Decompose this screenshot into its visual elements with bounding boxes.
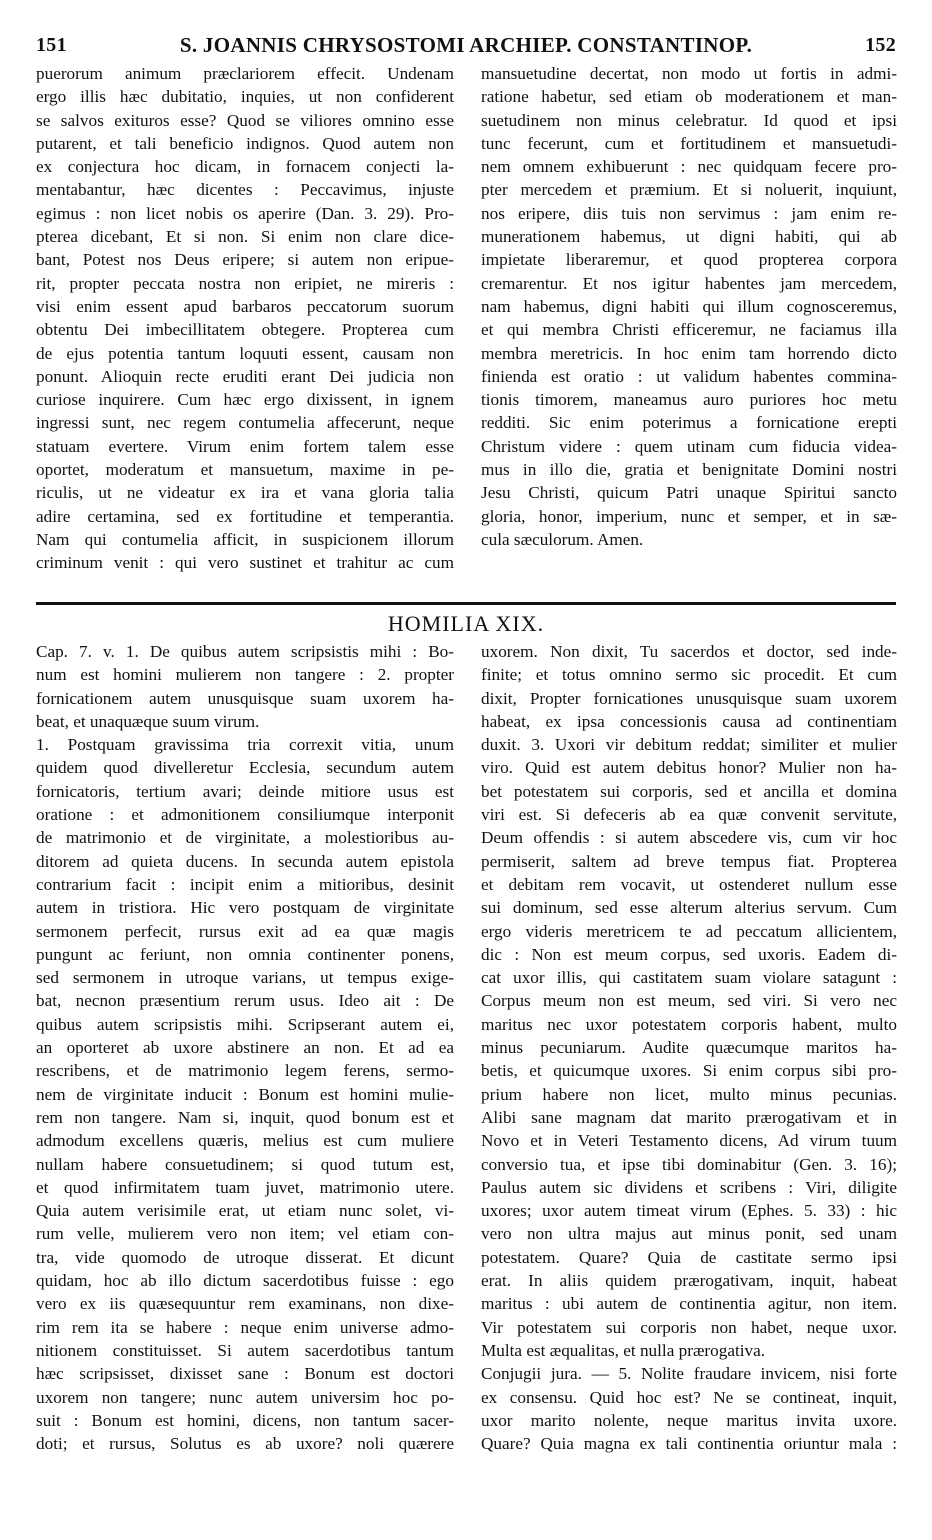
text-line: quidam, hoc ab illo dictum sacerdotibus fuisse : ego xyxy=(36,1271,454,1291)
text-line: habeat, ex ipsa concessionis causa ad continentiam xyxy=(481,711,897,731)
text-line: contrarium facit : incipit enim a mitioribus, desinit xyxy=(36,874,454,894)
text-line: admodum excellens quæris, melius est cum muliere xyxy=(36,1131,454,1151)
text-line: Deum offendis : si autem abscedere vis, cum vir hoc xyxy=(481,828,897,848)
text-line: adire certamina, sed ex fortitudine et temperantia. xyxy=(36,506,454,526)
text-line: quidem quod divelleretur Ecclesia, secundum autem xyxy=(36,758,454,778)
text-line: Conjugii jura. — 5. Nolite fraudare invicem, nisi forte xyxy=(481,1364,897,1384)
text-line: dic : Non est meum corpus, sed uxoris. Eadem di- xyxy=(481,944,897,964)
text-line: putarent, et tali beneficio indignos. Quod autem non xyxy=(36,133,454,153)
text-line: Alibi sane magnam dat marito prærogativam et in xyxy=(481,1107,897,1127)
text-line: an oporteret ab uxore abstinere an non. Et ad ea xyxy=(36,1038,454,1058)
text-line: finienda est oratio : ut validum habentes commina- xyxy=(481,366,897,386)
text-line: Vir potestatem sui corporis non habet, neque uxor. xyxy=(481,1317,897,1337)
text-line: viro. Quid est autem debitus honor? Mulier non ha- xyxy=(481,758,897,778)
text-line: dixit, Propter fornicationes unusquisque suam uxorem xyxy=(481,688,897,708)
text-line: suetudinem non minus celebratur. Id quod et ipsi xyxy=(481,110,897,130)
text-line: vero ex iis quæsequuntur rem examinans, non dixe- xyxy=(36,1294,454,1314)
text-line: cremarentur. Et nos igitur habentes jam mercedem, xyxy=(481,273,897,293)
text-line: nem de virginitate inducit : Bonum est homini mulie- xyxy=(36,1084,454,1104)
text-line: ratione habetur, sed etiam ob moderationem et man- xyxy=(481,87,897,107)
text-line: uxor marito nolente, neque maritus invita uxore. xyxy=(481,1410,897,1430)
text-line: curiose inquirere. Cum hæc ergo dixissent, in ignem xyxy=(36,390,454,410)
running-header xyxy=(36,30,896,60)
text-line: bet potestatem sui corporis, sed et ancilla et domina xyxy=(481,781,897,801)
text-line: rem non tangere. Nam si, inquit, quod bonum est et xyxy=(36,1107,454,1127)
text-line: visi enim essent apud barbaros peccatorum suorum xyxy=(36,296,454,316)
text-line: Christum videre : quem utinam cum fiducia videa- xyxy=(481,436,897,456)
text-line: 1. Postquam gravissima tria correxit vitia, unum xyxy=(36,735,454,755)
column-top-left xyxy=(36,62,454,575)
text-line: doti; et rursus, Solutus es ab uxore? noli quærere xyxy=(36,1434,454,1454)
text-line: uxores; uxor autem timeat virum (Ephes. 5. 33) : hic xyxy=(481,1201,897,1221)
text-line: Nam qui contumelia afficit, in suspicionem illorum xyxy=(36,529,454,549)
text-line: Cap. 7. v. 1. De quibus autem scripsistis mihi : Bo- xyxy=(36,642,454,661)
text-line: ponunt. Alioquin recte eruditi erant Dei judicia non xyxy=(36,366,454,386)
text-line: num est homini mulierem non tangere : 2. propter xyxy=(36,665,454,685)
text-line: hæc scripsisset, dixisset sane : Bonum est doctori xyxy=(36,1364,454,1384)
text-line: sed sermonem in utroque varians, ut tempus exige- xyxy=(36,968,454,988)
text-line: sermonem perfecit, rursus exit ad ea quæ magis xyxy=(36,921,454,941)
text-line: potestatem. Quare? Quia de castitate sermo ipsi xyxy=(481,1247,897,1267)
text-line: pterea dicebant, Et si non. Si enim non clare dice- xyxy=(36,227,454,247)
text-line: nitionem constituisset. Si autem sacerdotibus tantum xyxy=(36,1340,454,1360)
text-line: uxorem. Non dixit, Tu sacerdos et doctor, sed inde- xyxy=(481,642,897,661)
homily-title: HOMILIA XIX. xyxy=(387,611,545,636)
text-line: membra meretricis. In hoc enim tam horrendo dicto xyxy=(481,343,897,363)
text-line: mansuetudine decertat, non modo ut fortis in admi- xyxy=(481,64,897,83)
page-number-right: 152 xyxy=(865,33,896,56)
text-line: oratione : et admonitionem consiliumque interponit xyxy=(36,805,454,825)
text-line: tra, vide quomodo de utroque disserat. Et dicunt xyxy=(36,1247,454,1267)
text-line: nullam habere consuetudinem; si quod tutum est, xyxy=(36,1154,454,1174)
text-line: quibus autem scripsistis mihi. Scripserant autem ei, xyxy=(36,1014,454,1034)
section-divider-rule xyxy=(36,602,896,605)
text-line: tionis timorem, maneamus auro puriores hoc metu xyxy=(481,390,897,410)
text-line: et debitam rem vocavit, ut ostenderet nullum esse xyxy=(481,874,897,894)
text-line: bat, necnon præsentium rerum usus. Ideo ait : De xyxy=(36,991,454,1011)
text-line: Quia autem verisimile erat, ut etiam nunc solet, vi- xyxy=(36,1201,454,1221)
text-line: et qui membra Christi efficeremur, ne faciamus illa xyxy=(481,320,897,340)
text-line: munerationem habemus, ut digni habiti, qui ab xyxy=(481,227,897,247)
text-line: fornicatoris, tertium avari; deinde mitiore usus est xyxy=(36,781,454,801)
text-line: Paulus autem sic dividens et scribens : Viri, diligite xyxy=(481,1177,897,1197)
text-line: criminum venit : qui vero sustinet et trahitur ac cum xyxy=(36,553,454,573)
text-line: impietate liberaremur, et quod propterea corpora xyxy=(481,250,897,270)
text-line: suit : Bonum est homini, dicens, non tantum sacer- xyxy=(36,1410,454,1430)
running-title: S. JOANNIS CHRYSOSTOMI ARCHIEP. CONSTANTINOP. xyxy=(179,32,753,57)
text-line: ditorem ad quieta ducens. In secunda autem epistola xyxy=(36,851,454,871)
text-line: viri est. Si defeceris ab ea quæ convenit servitute, xyxy=(481,805,897,825)
text-line: de ejus potentia tantum loquuti essent, causam non xyxy=(36,343,454,363)
text-line: prium habere non licet, multo minus pecunias. xyxy=(481,1084,897,1104)
text-line: Corpus meum non est meum, sed viri. Si vero nec xyxy=(481,991,897,1011)
text-line: puerorum animum præclariorem effecit. Undenam xyxy=(36,64,454,83)
text-line: maritus nec uxor potestatem corporis habent, multo xyxy=(481,1014,897,1034)
text-line: rum velle, mulierem vero non item; vel etiam con- xyxy=(36,1224,454,1244)
column-bottom-right xyxy=(481,640,897,1455)
column-top-right xyxy=(481,62,897,551)
text-line: fornicationem autem unusquisque suam uxorem ha- xyxy=(36,688,454,708)
text-line: et quod infirmitatem tuam juvet, matrimonio utere. xyxy=(36,1177,454,1197)
column-bottom-left xyxy=(36,640,454,1455)
text-line: ergo videris meretricem te ad peccatum allicientem, xyxy=(481,921,897,941)
text-line: Novo et in Veteri Testamento dicens, Ad virum tuum xyxy=(481,1131,897,1151)
text-line: nem omnem exhibuerunt : nec quidquam fecere pro- xyxy=(481,157,897,177)
text-line: obtentu Dei imbecillitatem obtegere. Propterea cum xyxy=(36,320,454,340)
text-line: Multa est æqualitas, et nulla prærogativa. xyxy=(481,1340,766,1360)
text-line: betis, et quicumque uxores. Si enim corpus sibi pro- xyxy=(481,1061,897,1081)
text-line: erat. In aliis quidem prærogativam, inquit, habeat xyxy=(481,1271,897,1291)
text-line: ex consensu. Quid hoc est? Ne se contineat, inquit, xyxy=(481,1387,897,1407)
text-line: Jesu Christi, quicum Patri unaque Spiritui sancto xyxy=(481,483,897,503)
text-line: de matrimonio et de virginitate, a molestioribus au- xyxy=(36,828,454,848)
text-line: redditi. Sic enim poterimus a fornicatione erepti xyxy=(481,413,897,433)
text-line: ingressi sunt, nec regem contumelia affecerunt, neque xyxy=(36,413,454,433)
text-line: rescribens, et de matrimonio legem ferens, sermo- xyxy=(36,1061,454,1081)
text-line: nos eripere, diis tuis non servimus : jam enim re- xyxy=(481,203,897,223)
text-line: oportet, moderatum et mansuetum, maxime in pe- xyxy=(36,460,454,480)
text-line: vero non ultra majus aut minus ponit, sed unam xyxy=(481,1224,897,1244)
text-line: ergo illis hæc dubitatio, inquies, ut non confiderent xyxy=(36,87,454,107)
text-line: permiserit, saltem ad breve tempus fiat. Propterea xyxy=(481,851,897,871)
text-line: bant, Potest nos Deus eripere; si autem non eripue- xyxy=(36,250,454,270)
page-number-left: 151 xyxy=(36,33,67,56)
text-line: rim rem ita se habere : neque enim universe admo- xyxy=(36,1317,454,1337)
text-line: egimus : non licet nobis os aperire (Dan. 3. 29). Pro- xyxy=(36,203,454,223)
text-line: riculis, ut ne videatur ex ira et vana gloria talia xyxy=(36,483,454,503)
text-line: uxorem non tangere; nunc autem universim hoc po- xyxy=(36,1387,454,1407)
text-line: rit, propter peccata nostra non eripiet, ne mireris : xyxy=(36,273,454,293)
text-line: mentabantur, hæc dicentes : Peccavimus, injuste xyxy=(36,180,454,200)
text-line: se salvos exituros esse? Quod se viliores omnino esse xyxy=(36,110,454,130)
text-line: pungunt ac feriunt, non omnia continenter ponens, xyxy=(36,944,454,964)
text-line: tunc fecerunt, cum et fortitudinem et mansuetudi- xyxy=(481,133,897,153)
text-line: nam habemus, digni habiti qui illum cognosceremus, xyxy=(481,296,897,316)
text-line: duxit. 3. Uxori vir debitum reddat; similiter et mulier xyxy=(481,735,897,755)
text-line: statuam evertere. Virum enim fortem talem esse xyxy=(36,436,454,456)
text-line: cat uxor illis, qui castitatem suam violare satagunt : xyxy=(481,968,897,988)
text-line: mus in illo die, gratia et benignitate Domini nostri xyxy=(481,460,897,480)
text-line: autem in tristiora. Hic vero postquam de virginitate xyxy=(36,898,454,918)
text-line: sui dominum, sed esse alterum alterius servum. Cum xyxy=(481,898,897,918)
text-line: gloria, honor, imperium, nunc et semper, et in sæ- xyxy=(481,506,897,526)
text-line: pter mercedem et præmium. Et si noluerit, inquiunt, xyxy=(481,180,897,200)
text-line: minus pecuniarum. Audite quæcumque maritos ha- xyxy=(481,1038,897,1058)
text-line: conversio tua, et ipse tibi dominabitur (Gen. 3. 16); xyxy=(481,1154,897,1174)
text-line: ex conjectura hoc dicam, in fornacem conjecti la- xyxy=(36,157,454,177)
text-line: finite; et totus omnino sermo sic procedit. Et cum xyxy=(481,665,897,685)
text-line: beat, et unaquæque suum virum. xyxy=(36,711,260,731)
text-line: cula sæculorum. Amen. xyxy=(481,529,644,549)
text-line: Quare? Quia magna ex tali continentia oriuntur mala : xyxy=(481,1434,897,1454)
text-line: maritus : ubi autem de continentia agitur, non item. xyxy=(481,1294,897,1314)
